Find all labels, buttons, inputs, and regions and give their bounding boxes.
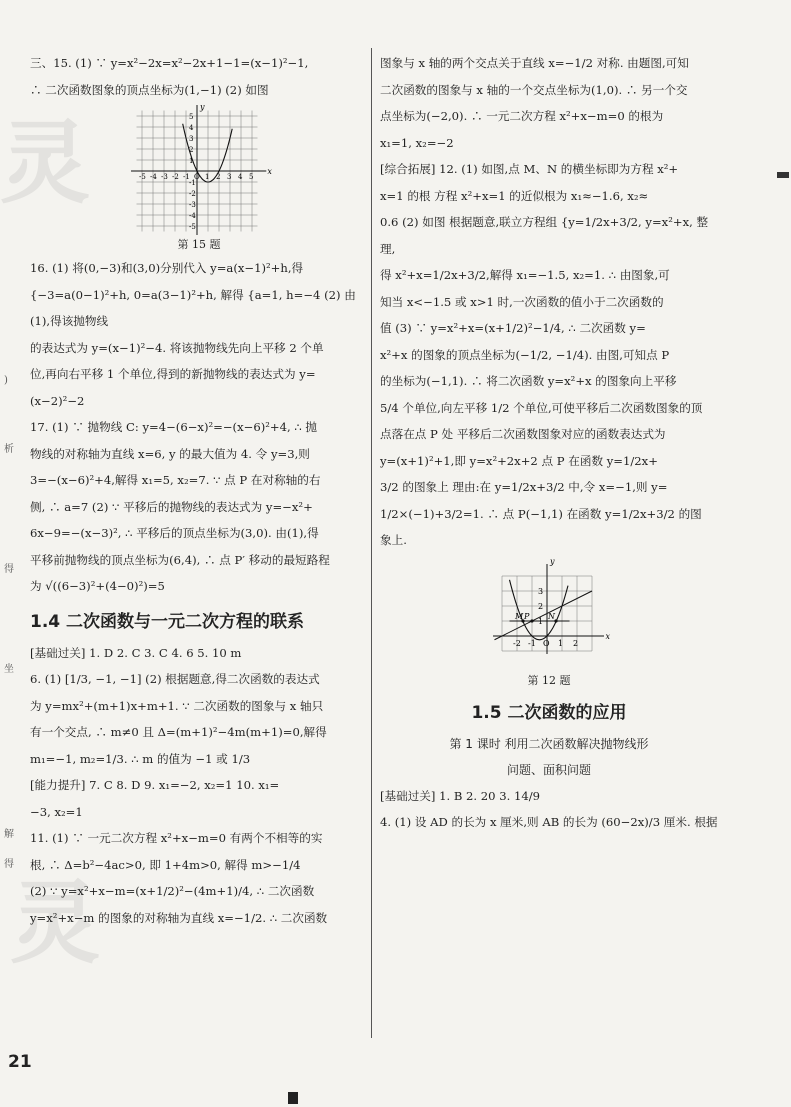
point-label-N: N (547, 611, 555, 621)
answer-line: x=1 的根 方程 x²+x=1 的近似根为 x₁≈−1.6, x₂≈ (380, 188, 649, 203)
y-tick-label: 3 (537, 586, 543, 596)
answer-line: 1/2×(−1)+3/2=1. ∴ 点 P(−1,1) 在函数 y=1/2x+3/2 的图 (380, 506, 702, 521)
x-tick-label: O (542, 638, 550, 648)
section-heading: 1.4 二次函数与一元二次方程的联系 (30, 611, 305, 632)
answer-line: (x−2)²−2 (30, 393, 85, 408)
edge-fragment: 得 (4, 564, 14, 575)
answer-line: 侧, ∴ a=7 (2) ∵ 平移后的抛物线的表达式为 y=−x²+ (30, 499, 313, 514)
answer-line: y=(x+1)²+1,即 y=x²+2x+2 点 P 在函数 y=1/2x+ (380, 453, 658, 468)
answer-line: (2) ∵ y=x²+x−m=(x+1/2)²−(4m+1)/4, ∴ 二次函数 (30, 884, 315, 898)
x-tick-label: 2 (572, 638, 578, 648)
y-tick-label: 2 (537, 601, 543, 611)
answer-line: 物线的对称轴为直线 x=6, y 的最大值为 4. 令 y=3,则 (30, 446, 310, 461)
y-tick-label: -3 (189, 201, 196, 209)
x-tick-label: -2 (172, 173, 179, 181)
answer-line: [综合拓展] 12. (1) 如图,点 M、N 的横坐标即为方程 x²+ (380, 162, 679, 176)
x-axis-label: x (605, 631, 610, 641)
edge-fragment: 得 (4, 859, 14, 870)
answer-line: 的表达式为 y=(x−1)²−4. 将该抛物线先向上平移 2 个单 (30, 340, 324, 355)
answer-line: 0.6 (2) 如图 根据题意,联立方程组 {y=1/2x+3/2, y=x²+x, 整理, (380, 215, 709, 256)
answer-line: x₁=1, x₂=−2 (380, 135, 454, 150)
answer-line: {−3=a(0−1)²+h, 0=a(3−1)²+h, 解得 {a=1, h=−4 (2) 由(1),得该抛物线 (30, 287, 356, 328)
answer-line: 17. (1) ∵ 抛物线 C: y=4−(6−x)²=−(x−6)²+4, ∴ 抛 (30, 420, 317, 434)
x-tick-label: -3 (161, 173, 168, 181)
answer-line: [基础过关] 1. B 2. 20 3. 14/9 (380, 788, 541, 803)
edge-fragment: 坐 (4, 664, 14, 675)
answer-line: 3/2 的图象上 理由:在 y=1/2x+3/2 中,令 x=−1,则 y= (380, 480, 668, 494)
answer-line: [能力提升] 7. C 8. D 9. x₁=−2, x₂=1 10. x₁= (30, 778, 280, 792)
left-column (30, 50, 368, 931)
figure-caption: 第 12 题 (527, 673, 571, 687)
y-axis-label: y (549, 556, 555, 566)
x-tick-label: O (194, 173, 200, 181)
x-tick-label: 1 (557, 638, 563, 648)
answer-line: 二次函数的图象与 x 轴的一个交点坐标为(1,0). ∴ 另一个交 (380, 82, 688, 97)
watermark: 灵 (10, 871, 100, 976)
x-tick-label: -2 (512, 638, 521, 648)
y-tick-label: 2 (189, 146, 194, 154)
y-tick-label: 1 (537, 616, 543, 626)
answer-line: 4. (1) 设 AD 的长为 x 厘米,则 AB 的长为 (60−2x)/3 厘米. 根据 (380, 815, 718, 829)
x-tick-label: 1 (205, 173, 210, 181)
answer-line: 点落在点 P 处 平移后二次函数图象对应的函数表达式为 (380, 427, 666, 441)
answer-line: 知当 x<−1.5 或 x>1 时,一次函数的值小于二次函数的 (380, 294, 664, 309)
edge-fragment: 解 (4, 829, 14, 840)
x-tick-label: -1 (527, 638, 536, 648)
answer-line: 三、15. (1) ∵ y=x²−2x=x²−2x+1−1=(x−1)²−1, (30, 56, 309, 70)
x-axis-label: x (267, 167, 272, 176)
x-tick-label: 4 (238, 173, 243, 181)
y-tick-label: -2 (189, 190, 196, 198)
answer-line: 6. (1) [1/3, −1, −1] (2) 根据题意,得二次函数的表达式 (30, 672, 320, 686)
answer-line: 有一个交点, ∴ m≠0 且 Δ=(m+1)²−4m(m+1)=0,解得 (30, 725, 327, 739)
x-tick-label: -5 (139, 173, 146, 181)
point-label-P: P (523, 611, 529, 621)
answer-line: ∴ 二次函数图象的顶点坐标为(1,−1) (2) 如图 (30, 82, 269, 97)
y-tick-label: 5 (189, 113, 194, 121)
answer-line: −3, x₂=1 (30, 804, 83, 819)
answer-line: 平移前抛物线的顶点坐标为(6,4), ∴ 点 P′ 移动的最短路程 (30, 552, 330, 567)
y-tick-label: 3 (189, 135, 194, 143)
answer-line: 图象与 x 轴的两个交点关于直线 x=−1/2 对称. 由题图,可知 (380, 56, 689, 70)
right-column (380, 50, 718, 836)
y-axis-label: y (200, 105, 205, 112)
watermark: 灵 (0, 111, 90, 216)
answer-line: 6x−9=−(x−3)², ∴ 平移后的顶点坐标为(3,0). 由(1),得 (30, 526, 319, 540)
edge-fragment: 析 (4, 444, 14, 455)
point-label-M: M (514, 611, 523, 621)
answer-line: 为 y=mx²+(m+1)x+m+1. ∵ 二次函数的图象与 x 轴只 (30, 698, 324, 713)
x-tick-label: -4 (150, 173, 157, 181)
y-tick-label: 4 (189, 124, 194, 132)
answer-line: [基础过关] 1. D 2. C 3. C 4. 6 5. 10 m (30, 645, 242, 660)
y-tick-label: -1 (189, 179, 196, 187)
line-y-half-x (494, 591, 592, 640)
answer-line: x²+x 的图象的顶点坐标为(−1/2, −1/4). 由图,可知点 P (380, 347, 670, 362)
page-number: 21 (8, 1052, 32, 1072)
answer-line: 得 x²+x=1/2x+3/2,解得 x₁=−1.5, x₂=1. ∴ 由图象,可 (380, 268, 670, 282)
answer-line: 值 (3) ∵ y=x²+x=(x+1/2)²−1/4, ∴ 二次函数 y= (380, 321, 646, 335)
point-P (530, 619, 533, 622)
answer-line: m₁=−1, m₂=1/3. ∴ m 的值为 −1 或 1/3 (30, 751, 251, 766)
edge-fragment: ) (4, 375, 8, 386)
x-tick-label: 2 (216, 173, 221, 181)
x-tick-label: 5 (249, 173, 254, 181)
y-tick-label: 1 (189, 157, 194, 165)
answer-line: 位,再向右平移 1 个单位,得到的新抛物线的表达式为 y= (30, 367, 316, 381)
x-tick-label: 3 (227, 173, 232, 181)
answer-line: 16. (1) 将(0,−3)和(3,0)分别代入 y=a(x−1)²+h,得 (30, 261, 304, 275)
page-mark (777, 172, 789, 178)
answer-line: 点坐标为(−2,0). ∴ 一元二次方程 x²+x−m=0 的根为 (380, 109, 664, 123)
answer-line: 象上. (380, 533, 407, 547)
figure-15 (124, 105, 274, 235)
answer-line: 根, ∴ Δ=b²−4ac>0, 即 1+4m>0, 解得 m>−1/4 (30, 857, 301, 872)
answer-line: 的坐标为(−1,1). ∴ 将二次函数 y=x²+x 的图象向上平移 (380, 374, 677, 388)
y-tick-label: -4 (189, 212, 196, 220)
x-tick-label: -1 (183, 173, 190, 181)
lesson-subtitle: 问题、面积问题 (506, 762, 591, 777)
answer-line: y=x²+x−m 的图象的对称轴为直线 x=−1/2. ∴ 二次函数 (30, 910, 328, 925)
y-tick-label: -5 (189, 223, 196, 231)
answer-line: 11. (1) ∵ 一元二次方程 x²+x−m=0 有两个不相等的实 (30, 831, 323, 845)
column-divider (371, 48, 372, 1038)
lesson-subtitle: 第 1 课时 利用二次函数解决抛物线形 (449, 736, 649, 751)
page-mark (288, 1092, 298, 1104)
section-heading: 1.5 二次函数的应用 (471, 702, 627, 723)
figure-caption: 第 15 题 (177, 238, 221, 251)
answer-line: 5/4 个单位,向左平移 1/2 个单位,可使平移后二次函数图象的顶 (380, 400, 703, 415)
figure-12 (482, 556, 617, 671)
answer-line: 3=−(x−6)²+4,解得 x₁=5, x₂=7. ∵ 点 P 在对称轴的右 (30, 473, 321, 487)
answer-line: 为 √((6−3)²+(4−0)²)=5 (30, 579, 165, 593)
